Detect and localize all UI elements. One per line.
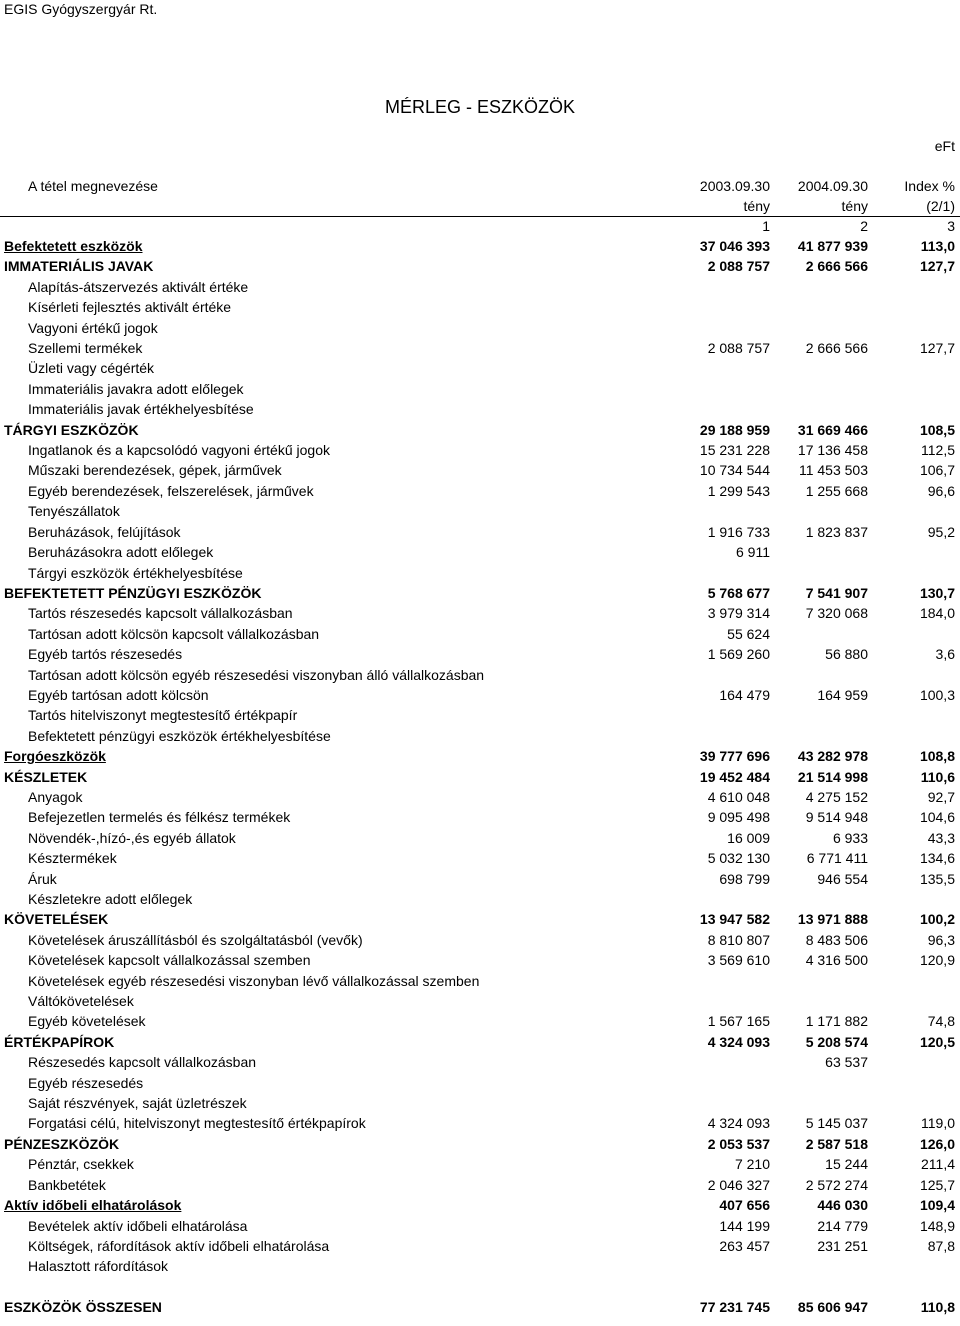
row-index: 100,3: [919, 686, 955, 703]
row-value-2003: 55 624: [727, 625, 770, 642]
company-name: EGIS Gyógyszergyár Rt.: [4, 1, 158, 17]
row-value-2004: 1 171 882: [805, 1013, 868, 1030]
row-index: 110,8: [920, 1299, 955, 1316]
header-col3-num: 3: [947, 218, 955, 234]
row-name: Tenyészállatok: [28, 503, 120, 520]
row-value-2004: 5 208 574: [805, 1033, 868, 1050]
row-index: 127,7: [919, 258, 955, 275]
header-col1-num: 1: [762, 218, 770, 234]
row-index: 95,2: [927, 523, 955, 540]
table-row: [0, 1073, 960, 1093]
row-value-2004: 5 145 037: [805, 1115, 868, 1132]
row-value-2003: 263 457: [719, 1237, 770, 1254]
row-name: Immateriális javakra adott előlegek: [28, 380, 244, 397]
table-row: [0, 358, 960, 378]
row-value-2003: 77 231 745: [699, 1299, 770, 1316]
table-row: [0, 705, 960, 725]
row-value-2003: 2 046 327: [707, 1176, 770, 1193]
row-value-2003: 5 768 677: [707, 584, 770, 601]
row-value-2004: 7 320 068: [805, 605, 868, 622]
row-name: Követelések kapcsolt vállalkozással szemben: [28, 952, 311, 969]
row-index: 110,6: [920, 768, 955, 785]
table-spacer: [0, 1277, 960, 1297]
row-value-2004: 2 666 566: [805, 258, 868, 275]
row-name: Váltókövetelések: [28, 993, 134, 1010]
row-value-2004: 31 669 466: [797, 421, 868, 438]
row-value-2003: 5 032 130: [707, 850, 770, 867]
row-name: Pénztár, csekkek: [28, 1156, 134, 1173]
row-index: 211,4: [921, 1156, 955, 1173]
row-name: KÉSZLETEK: [4, 768, 88, 785]
row-value-2004: 2 666 566: [805, 340, 868, 357]
row-value-2004: 17 136 458: [797, 442, 868, 459]
row-name: PÉNZESZKÖZÖK: [4, 1135, 120, 1152]
row-value-2003: 39 777 696: [699, 748, 770, 765]
table-row: [0, 930, 960, 950]
row-name: Befektetett pénzügyi eszközök értékhelyesbítése: [28, 727, 331, 744]
table-row: [0, 1297, 960, 1317]
row-value-2003: 2 053 537: [707, 1135, 770, 1152]
table-row: [0, 440, 960, 460]
row-value-2004: 56 880: [825, 646, 868, 663]
row-index: 96,3: [927, 931, 955, 948]
row-name: Költségek, ráfordítások aktív időbeli elhatárolása: [28, 1237, 330, 1254]
row-name: Bankbetétek: [28, 1176, 106, 1193]
table-row: [0, 1216, 960, 1236]
table-row: [0, 624, 960, 644]
row-value-2004: 6 933: [832, 829, 868, 846]
row-value-2004: 15 244: [825, 1156, 868, 1173]
row-name: Egyéb berendezések, felszerelések, járművek: [28, 482, 314, 499]
header-col1: 2003.09.30: [699, 178, 770, 194]
row-index: 112,5: [921, 442, 955, 459]
row-value-2003: 4 324 093: [707, 1033, 770, 1050]
row-value-2003: 3 979 314: [707, 605, 770, 622]
row-value-2004: 41 877 939: [797, 238, 868, 254]
row-index: 87,8: [927, 1237, 955, 1254]
row-name: Bevételek aktív időbeli elhatárolása: [28, 1217, 248, 1234]
row-index: 108,5: [919, 421, 955, 438]
row-value-2004: 1 255 668: [805, 482, 868, 499]
row-index: 100,2: [919, 911, 955, 928]
row-value-2004: 43 282 978: [797, 748, 868, 765]
row-value-2003: 164 479: [719, 686, 770, 703]
row-value-2003: 6 911: [736, 544, 770, 561]
row-name: Tartósan adott kölcsön egyéb részesedési viszonyban álló vállalkozásban: [28, 666, 485, 683]
row-index: 96,6: [927, 482, 955, 499]
row-name: Aktív időbeli elhatárolások: [4, 1197, 182, 1214]
row-index: 127,7: [919, 340, 955, 357]
row-value-2003: 407 656: [719, 1197, 770, 1214]
row-value-2004: 446 030: [817, 1197, 868, 1214]
table-row: [0, 726, 960, 746]
row-name: Forgóeszközök: [4, 748, 106, 765]
row-index: 119,0: [921, 1115, 955, 1132]
row-value-2003: 10 734 544: [699, 462, 770, 479]
row-value-2004: 21 514 998: [797, 768, 868, 785]
row-value-2003: 2 088 757: [707, 340, 770, 357]
row-name: Saját részvények, saját üzletrészek: [28, 1095, 247, 1112]
row-value-2004: 7 541 907: [805, 584, 868, 601]
row-value-2004: 946 554: [817, 870, 868, 887]
row-name: Beruházások, felújítások: [28, 523, 181, 540]
row-value-2004: 231 251: [817, 1237, 868, 1254]
row-name: Ingatlanok és a kapcsolódó vagyoni értékű jogok: [28, 442, 330, 459]
header-col2-sub: tény: [841, 198, 868, 214]
row-name: Egyéb részesedés: [28, 1074, 144, 1091]
row-value-2004: 4 275 152: [805, 788, 868, 805]
table-row: [0, 889, 960, 909]
table-row: [0, 1052, 960, 1072]
table-row: [0, 522, 960, 542]
row-index: 113,0: [920, 238, 955, 254]
row-value-2004: 2 587 518: [805, 1135, 868, 1152]
row-value-2004: 1 823 837: [805, 523, 868, 540]
table-row: [0, 1236, 960, 1256]
table-header-row-3: [0, 216, 960, 236]
table-row: [0, 991, 960, 1011]
table-row: [0, 379, 960, 399]
row-name: KÖVETELÉSEK: [4, 911, 109, 928]
table-row: [0, 277, 960, 297]
balance-table-body: [0, 236, 960, 1318]
row-name: Forgatási célú, hitelviszonyt megtestesítő értékpapírok: [28, 1115, 366, 1132]
row-index: 3,6: [935, 646, 955, 663]
unit-label: eFt: [934, 138, 955, 154]
table-row: [0, 420, 960, 440]
row-value-2004: 214 779: [817, 1217, 868, 1234]
row-name: Tartós részesedés kapcsolt vállalkozásban: [28, 605, 293, 622]
row-name: Egyéb tartósan adott kölcsön: [28, 686, 209, 703]
row-value-2004: 164 959: [817, 686, 868, 703]
row-name: Tartós hitelviszonyt megtestesítő értékpapír: [28, 707, 298, 724]
row-name: Késztermékek: [28, 850, 117, 867]
row-index: 108,8: [919, 748, 955, 765]
row-value-2003: 2 088 757: [707, 258, 770, 275]
row-value-2004: 9 514 948: [805, 809, 868, 826]
row-name: Egyéb tartós részesedés: [28, 646, 183, 663]
row-index: 109,4: [919, 1197, 955, 1214]
table-row: [0, 971, 960, 991]
row-name: Beruházásokra adott előlegek: [28, 544, 214, 561]
row-value-2004: 8 483 506: [805, 931, 868, 948]
row-index: 120,5: [919, 1033, 955, 1050]
table-row: [0, 665, 960, 685]
row-name: Befektetett eszközök: [4, 238, 143, 254]
row-value-2003: 13 947 582: [699, 911, 770, 928]
table-row: [0, 644, 960, 664]
row-value-2004: 6 771 411: [806, 850, 868, 867]
table-row: [0, 1093, 960, 1113]
header-col2-num: 2: [860, 218, 868, 234]
table-row: [0, 481, 960, 501]
row-name: Halasztott ráfordítások: [28, 1258, 169, 1275]
row-name: Egyéb követelések: [28, 1013, 146, 1030]
row-name: Növendék-,hízó-,és egyéb állatok: [28, 829, 236, 846]
table-row: [0, 1195, 960, 1215]
row-index: 104,6: [919, 809, 955, 826]
table-row: [0, 256, 960, 276]
row-value-2004: 4 316 500: [805, 952, 868, 969]
table-row: [0, 1032, 960, 1052]
row-name: ESZKÖZÖK ÖSSZESEN: [4, 1299, 162, 1316]
table-row: [0, 297, 960, 317]
row-value-2003: 1 916 733: [707, 523, 770, 540]
table-header-row-2: [0, 196, 960, 216]
row-value-2003: 37 046 393: [699, 238, 770, 254]
row-index: 130,7: [919, 584, 955, 601]
row-value-2003: 19 452 484: [699, 768, 770, 785]
row-value-2003: 8 810 807: [707, 931, 770, 948]
row-value-2004: 85 606 947: [797, 1299, 868, 1316]
row-value-2003: 4 324 093: [707, 1115, 770, 1132]
table-row: [0, 583, 960, 603]
table-header-row-1: [0, 176, 960, 196]
header-col3-sub: (2/1): [926, 198, 955, 214]
header-col2: 2004.09.30: [797, 178, 868, 194]
table-row: [0, 603, 960, 623]
row-index: 148,9: [919, 1217, 955, 1234]
header-col3: Index %: [904, 178, 955, 194]
row-index: 74,8: [927, 1013, 955, 1030]
row-name: Műszaki berendezések, gépek, járművek: [28, 462, 282, 479]
row-index: 125,7: [919, 1176, 955, 1193]
row-name: Készletekre adott előlegek: [28, 891, 193, 907]
header-col1-sub: tény: [743, 198, 770, 214]
row-name: Kísérleti fejlesztés aktivált értéke: [28, 299, 232, 316]
table-row: [0, 807, 960, 827]
row-index: 126,0: [919, 1135, 955, 1152]
row-value-2003: 16 009: [727, 829, 770, 846]
table-row: [0, 1113, 960, 1133]
row-index: 92,7: [927, 788, 955, 805]
row-value-2003: 1 567 165: [707, 1013, 770, 1030]
row-name: Befejezetlen termelés és félkész termékek: [28, 809, 291, 826]
table-row: [0, 767, 960, 787]
row-name: ÉRTÉKPAPÍROK: [4, 1033, 115, 1050]
row-name: Üzleti vagy cégérték: [28, 360, 155, 377]
table-row: [0, 338, 960, 358]
row-value-2003: 1 299 543: [707, 482, 770, 499]
row-value-2003: 7 210: [734, 1156, 770, 1173]
row-value-2004: 63 537: [825, 1054, 868, 1071]
row-value-2003: 698 799: [719, 870, 770, 887]
row-index: 134,6: [919, 850, 955, 867]
row-name: Tárgyi eszközök értékhelyesbítése: [28, 564, 243, 581]
row-index: 106,7: [919, 462, 955, 479]
table-row: [0, 787, 960, 807]
row-value-2003: 3 569 610: [707, 952, 770, 969]
table-row: [0, 318, 960, 338]
row-index: 43,3: [927, 829, 955, 846]
row-name: TÁRGYI ESZKÖZÖK: [4, 421, 139, 438]
table-row: [0, 542, 960, 562]
row-value-2003: 4 610 048: [707, 788, 770, 805]
row-value-2004: 2 572 274: [805, 1176, 868, 1193]
table-row: [0, 236, 960, 256]
row-value-2003: 144 199: [719, 1217, 770, 1234]
row-name: IMMATERIÁLIS JAVAK: [4, 258, 154, 275]
row-index: 120,9: [919, 952, 955, 969]
row-name: Áruk: [28, 870, 57, 887]
row-value-2003: 15 231 228: [699, 442, 770, 459]
table-row: [0, 848, 960, 868]
table-row: [0, 1134, 960, 1154]
table-row: [0, 828, 960, 848]
table-row: [0, 399, 960, 419]
row-name: Alapítás-átszervezés aktivált értéke: [28, 278, 249, 295]
table-row: [0, 746, 960, 766]
row-name: Szellemi termékek: [28, 340, 143, 357]
table-row: [0, 950, 960, 970]
table-row: [0, 909, 960, 929]
row-index: 135,5: [919, 870, 955, 887]
row-name: Anyagok: [28, 788, 83, 805]
table-row: [0, 685, 960, 705]
row-name: Immateriális javak értékhelyesbítése: [28, 401, 254, 418]
header-name-label: A tétel megnevezése: [28, 178, 158, 194]
page-title: MÉRLEG - ESZKÖZÖK: [384, 97, 576, 117]
table-row: [0, 1256, 960, 1276]
table-row: [0, 1175, 960, 1195]
table-row: [0, 1011, 960, 1031]
row-name: Vagyoni értékű jogok: [28, 319, 158, 336]
row-name: Részesedés kapcsolt vállalkozásban: [28, 1054, 257, 1071]
row-value-2003: 9 095 498: [707, 809, 770, 826]
row-value-2003: 1 569 260: [707, 646, 770, 663]
row-value-2003: 29 188 959: [699, 421, 770, 438]
row-name: Követelések áruszállításból és szolgáltatásból (vevők): [28, 931, 363, 948]
row-name: Tartósan adott kölcsön kapcsolt vállalkozásban: [28, 625, 320, 642]
row-value-2004: 13 971 888: [797, 911, 868, 928]
table-row: [0, 460, 960, 480]
table-row: [0, 1154, 960, 1174]
table-row: [0, 501, 960, 521]
row-index: 184,0: [919, 605, 955, 622]
row-name: BEFEKTETETT PÉNZÜGYI ESZKÖZÖK: [4, 584, 262, 601]
table-row: [0, 869, 960, 889]
row-name: Követelések egyéb részesedési viszonyban lévő vállalkozással szemben: [28, 972, 480, 989]
table-row: [0, 563, 960, 583]
row-value-2004: 11 453 503: [798, 462, 868, 479]
